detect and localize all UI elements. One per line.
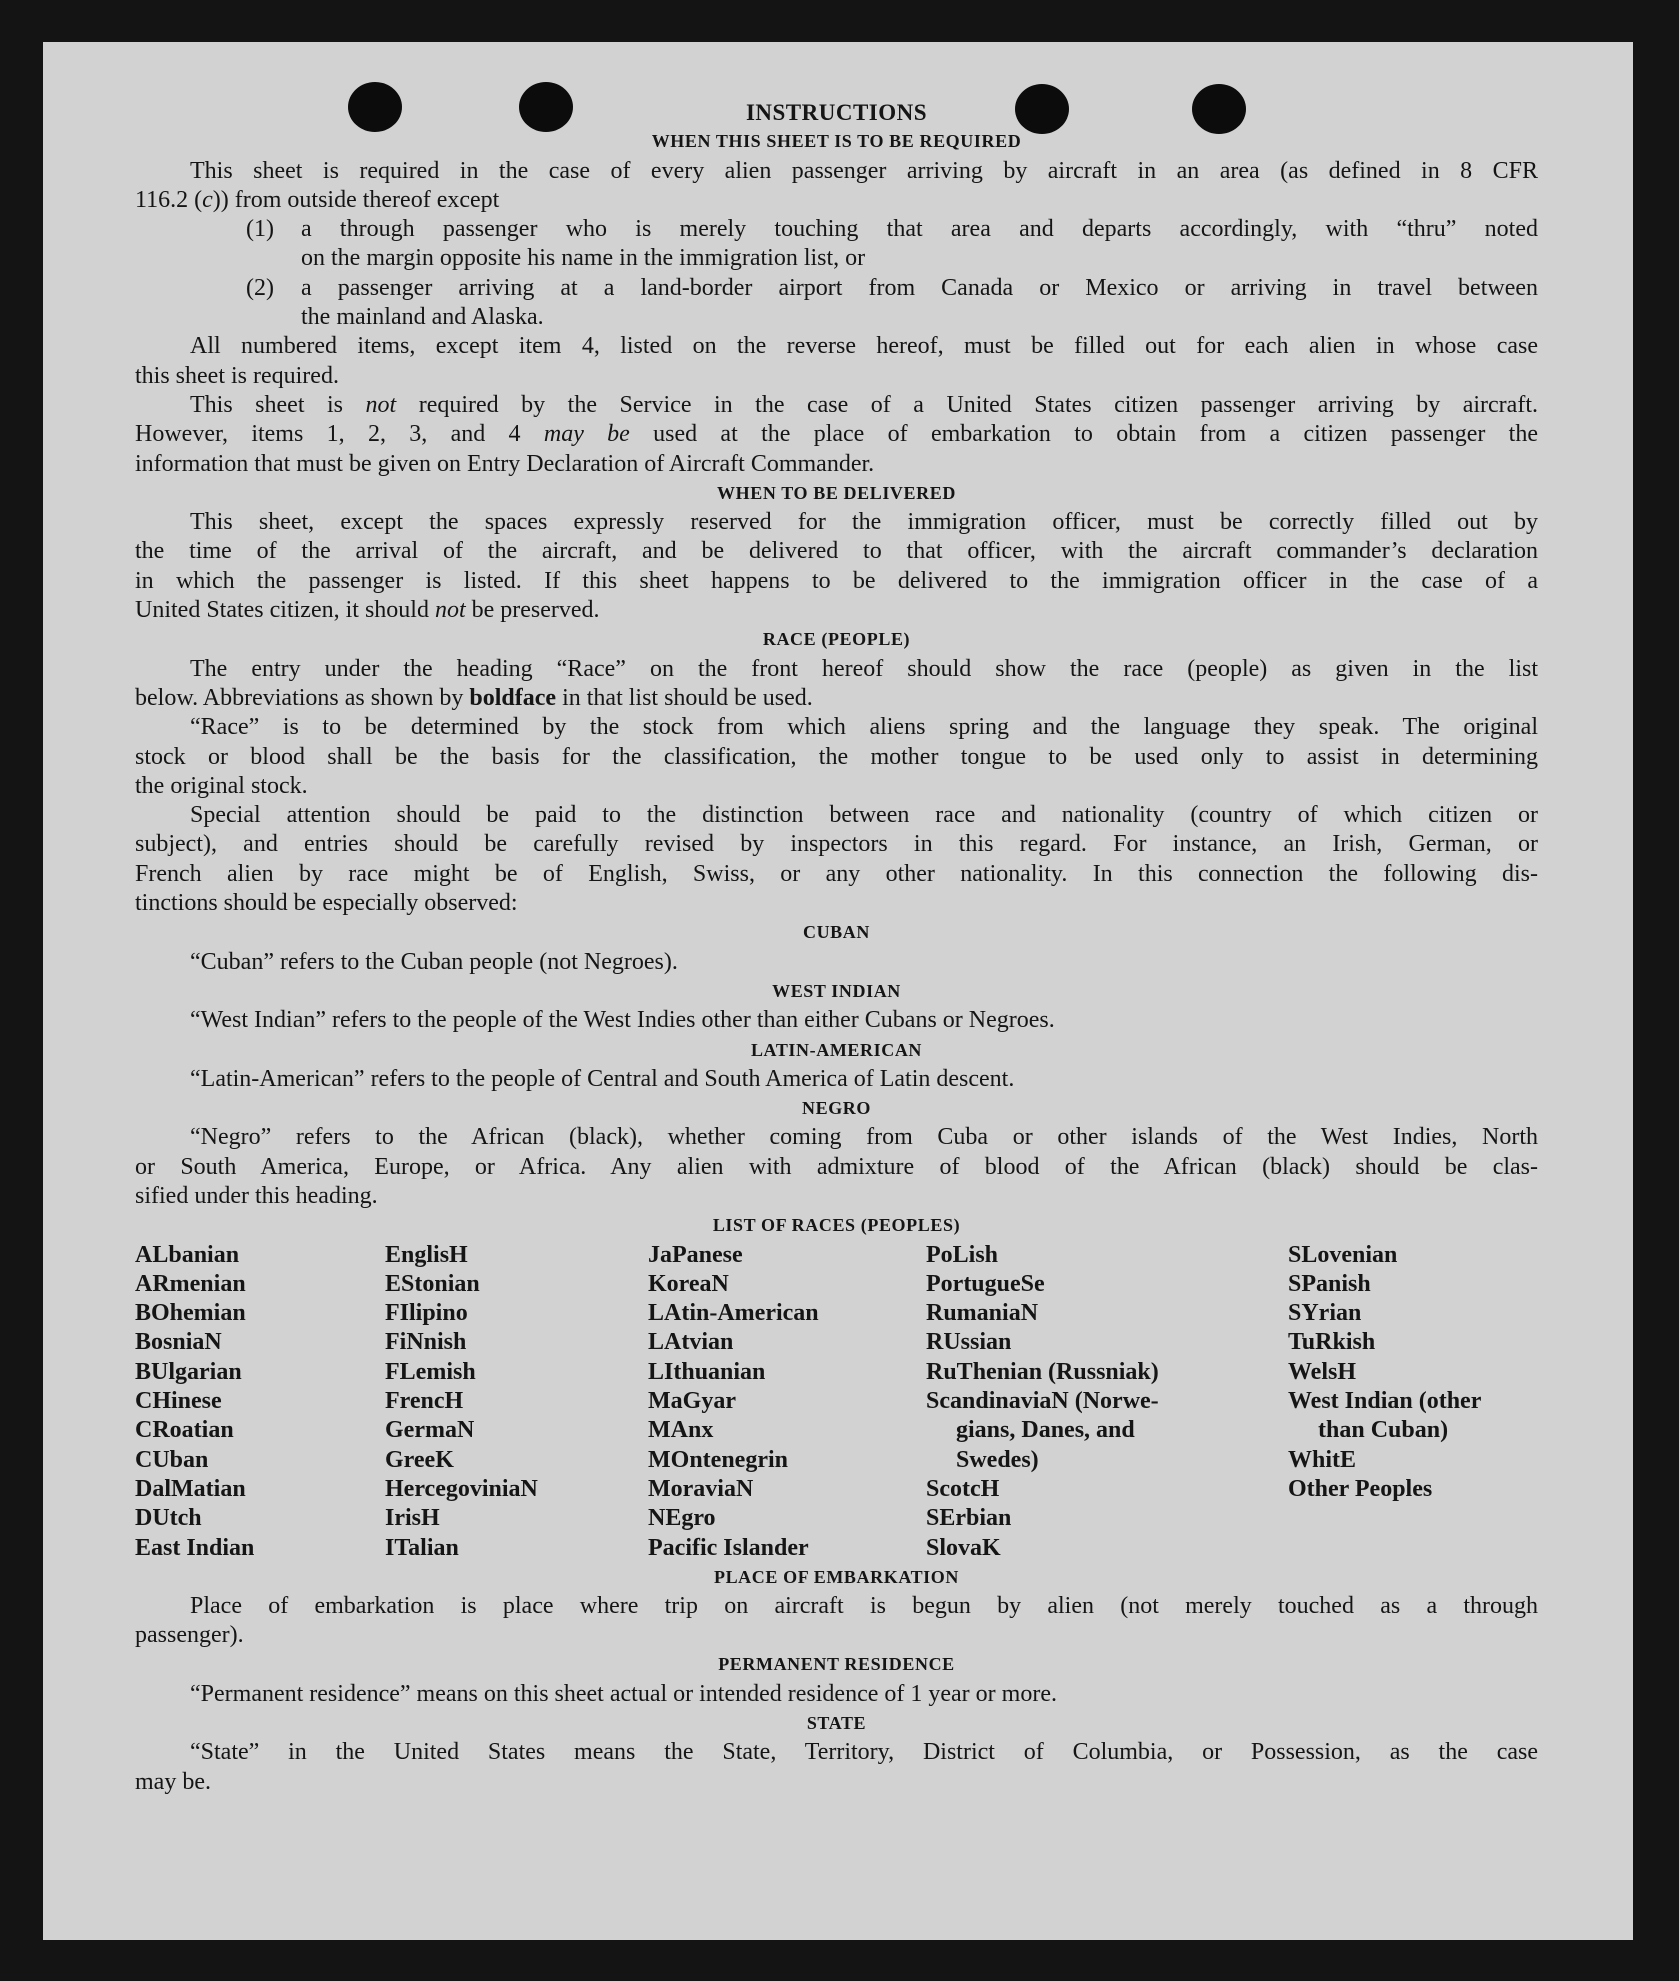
text-line: “Cuban” refers to the Cuban people (not Negroes). (190, 948, 678, 975)
race-name: LAtvian (648, 1329, 734, 1356)
race-entry (648, 1270, 819, 1299)
race-name: WelsH (1288, 1358, 1357, 1385)
text-line: “West Indian” refers to the people of the West Indies other than either Cubans or Negroes. (190, 1007, 1055, 1034)
race-list-column (135, 1241, 254, 1563)
paragraph (135, 1738, 1538, 1797)
paragraph (135, 1123, 1538, 1211)
race-entry (385, 1299, 538, 1328)
italic-text: not (365, 391, 397, 418)
race-name: MAnx (648, 1417, 714, 1444)
race-name: JaPanese (648, 1241, 743, 1268)
race-entry (926, 1299, 1159, 1328)
race-name: CRoatian (135, 1417, 234, 1444)
race-list-column (648, 1241, 819, 1563)
race-entry (926, 1328, 1159, 1357)
text-line (135, 684, 1538, 713)
race-entry (385, 1328, 538, 1357)
text-line: Special attention should be paid to the distinction between race and nationality (country of which citizen or (190, 802, 1538, 829)
paragraph (135, 332, 1538, 391)
race-entry (135, 1504, 254, 1533)
text-line: All numbered items, except item 4, listed on the reverse hereof, must be filled out for each alien in whose case (190, 333, 1538, 360)
race-entry (648, 1358, 819, 1387)
text-line: “Latin-American” refers to the people of Central and South America of Latin descent. (190, 1065, 1015, 1092)
section-heading: RACE (PEOPLE) (762, 629, 911, 650)
italic-text: c (202, 186, 213, 213)
text-line: a passenger arriving at a land-border airport from Canada or Mexico or arriving in travel between (301, 274, 1538, 301)
race-entry (385, 1358, 538, 1387)
paragraph (135, 655, 1538, 714)
race-name: ITalian (385, 1534, 459, 1561)
race-entry (385, 1416, 538, 1445)
race-name: PortugueSe (926, 1270, 1045, 1297)
race-entry (385, 1241, 538, 1270)
bold-text: boldface (469, 684, 557, 711)
race-name: TuRkish (1288, 1329, 1376, 1356)
text-line: tinctions should be especially observed: (135, 890, 518, 917)
race-name: FIlipino (385, 1300, 468, 1327)
race-name: CHinese (135, 1388, 222, 1415)
race-name: GreeK (385, 1446, 454, 1473)
race-name: LIthuanian (648, 1358, 766, 1385)
race-entry (135, 1534, 254, 1563)
section-heading: CUBAN (802, 922, 870, 943)
race-name: HercegoviniaN (385, 1475, 538, 1502)
race-name: EnglisH (385, 1241, 468, 1268)
paragraph (135, 1680, 1538, 1709)
race-entry (385, 1387, 538, 1416)
section-heading: LIST OF RACES (PEOPLES) (712, 1215, 961, 1236)
text-line: information that must be given on Entry Declaration of Aircraft Commander. (135, 450, 875, 477)
race-name: FrencH (385, 1388, 464, 1415)
race-name: DUtch (135, 1505, 202, 1532)
document-content (135, 98, 1538, 1797)
text-span: used at the place of embarkation to obtain from a citizen passenger the (629, 421, 1538, 448)
text-span: 116.2 ( (135, 186, 203, 213)
text-line (135, 391, 1538, 420)
race-name: GermaN (385, 1417, 475, 1444)
race-entry (926, 1475, 1159, 1504)
race-name-continued: Swedes) (956, 1446, 1039, 1473)
text-span: )) from outside thereof except (212, 186, 500, 213)
race-entry (135, 1241, 254, 1270)
text-span: However, items 1, 2, 3, and 4 (135, 421, 544, 448)
race-name: FiNnish (385, 1329, 467, 1356)
paragraph (135, 391, 1538, 479)
text-span: United States citizen, it should (135, 597, 435, 624)
section-heading: PLACE OF EMBARKATION (713, 1566, 959, 1587)
race-entry (385, 1534, 538, 1563)
item-number: (1) (246, 216, 274, 243)
text-span: required by the Service in the case of a United States citizen passenger arriving by aircraft. (396, 391, 1538, 418)
paragraph (135, 508, 1538, 625)
race-name: CUban (135, 1446, 209, 1473)
race-name: MOntenegrin (648, 1446, 788, 1473)
text-line: the time of the arrival of the aircraft, and be delivered to that officer, with the aircraft commander’s declaration (135, 538, 1538, 565)
race-entry (135, 1270, 254, 1299)
race-entry (648, 1446, 819, 1475)
race-entry (385, 1475, 538, 1504)
race-entry (135, 1299, 254, 1328)
race-entry (135, 1358, 254, 1387)
text-line: stock or blood shall be the basis for the classification, the mother tongue to be used only to assist in determining (135, 743, 1538, 770)
paragraph (135, 1065, 1538, 1094)
race-name: ScandinaviaN (Norwe- (926, 1388, 1159, 1415)
paragraph (135, 948, 1538, 977)
text-line: “Race” is to be determined by the stock from which aliens spring and the language they speak. The original (190, 714, 1538, 741)
race-name: FLemish (385, 1358, 476, 1385)
race-name: Other Peoples (1288, 1475, 1433, 1502)
section-heading: LATIN-AMERICAN (750, 1039, 923, 1060)
race-entry (648, 1534, 819, 1563)
text-line: The entry under the heading “Race” on the front hereof should show the race (people) as given in the list (190, 655, 1538, 682)
race-name: MoraviaN (648, 1475, 754, 1502)
race-name: DalMatian (135, 1475, 246, 1502)
text-line (135, 596, 1538, 625)
race-entry (385, 1504, 538, 1533)
race-entry (648, 1241, 819, 1270)
race-entry (135, 1475, 254, 1504)
text-line: This sheet is required in the case of every alien passenger arriving by aircraft in an area (as defined in 8 CFR (190, 157, 1538, 184)
text-line: a through passenger who is merely touching that area and departs accordingly, with “thru” noted (301, 216, 1538, 243)
text-span: below. Abbreviations as shown by (135, 684, 470, 711)
race-list (135, 1241, 1538, 1563)
race-name: RuThenian (Russniak) (926, 1358, 1159, 1385)
section-heading: WHEN THIS SHEET IS TO BE REQUIRED (651, 131, 1022, 152)
race-name: RumaniaN (926, 1300, 1039, 1327)
text-line: or South America, Europe, or Africa. Any alien with admixture of blood of the African (black) should be clas- (135, 1153, 1538, 1180)
text-line: the original stock. (135, 772, 308, 799)
text-span: in that list should be used. (556, 684, 813, 711)
race-entry (1288, 1387, 1481, 1446)
paragraph (135, 713, 1538, 801)
paragraph (135, 1006, 1538, 1035)
race-name: SlovaK (926, 1534, 1001, 1561)
text-line (135, 186, 1538, 215)
race-entry (648, 1416, 819, 1445)
race-name: ALbanian (135, 1241, 240, 1268)
race-entry (648, 1504, 819, 1533)
race-name-continued: than Cuban) (1318, 1417, 1449, 1444)
race-entry (1288, 1270, 1481, 1299)
race-name: BUlgarian (135, 1358, 242, 1385)
race-list-column (1288, 1241, 1481, 1505)
race-name: PoLish (926, 1241, 999, 1268)
text-span: be preserved. (465, 597, 600, 624)
text-line: may be. (135, 1768, 211, 1795)
race-name: West Indian (other (1288, 1388, 1482, 1415)
race-entry (385, 1270, 538, 1299)
text-line: sified under this heading. (135, 1182, 378, 1209)
race-entry (135, 1416, 254, 1445)
text-line: on the margin opposite his name in the immigration list, or (301, 245, 866, 272)
race-name: MaGyar (648, 1388, 736, 1415)
race-entry (135, 1387, 254, 1416)
race-name: LAtin-American (648, 1300, 819, 1327)
race-entry (1288, 1241, 1481, 1270)
italic-text: not (434, 597, 466, 624)
text-line: “Negro” refers to the African (black), whether coming from Cuba or other islands of the West Indies, North (190, 1124, 1538, 1151)
race-name: IrisH (385, 1505, 440, 1532)
race-entry (135, 1328, 254, 1357)
race-name: SErbian (926, 1505, 1012, 1532)
race-entry (648, 1299, 819, 1328)
text-line: this sheet is required. (135, 362, 339, 389)
text-line: the mainland and Alaska. (301, 304, 544, 331)
race-name: SYrian (1288, 1300, 1362, 1327)
text-line: in which the passenger is listed. If this sheet happens to be delivered to the immigration officer in the case of a (135, 567, 1538, 594)
race-list-column (385, 1241, 538, 1563)
race-entry (1288, 1475, 1481, 1504)
text-line: This sheet, except the spaces expressly reserved for the immigration officer, must be correctly filled out by (190, 509, 1538, 536)
race-entry (648, 1387, 819, 1416)
paragraph (135, 801, 1538, 918)
text-span: This sheet is (190, 391, 366, 418)
race-name: ARmenian (135, 1270, 246, 1297)
text-line: passenger). (135, 1622, 244, 1649)
text-line: French alien by race might be of English, Swiss, or any other nationality. In this connection the following dis- (135, 860, 1538, 887)
paragraph (135, 157, 1538, 216)
race-entry (926, 1358, 1159, 1387)
race-name: BosniaN (135, 1329, 222, 1356)
race-entry (926, 1534, 1159, 1563)
section-heading: PERMANENT RESIDENCE (718, 1654, 955, 1675)
text-line: “State” in the United States means the State, Territory, District of Columbia, or Possession, as the case (190, 1739, 1538, 1766)
section-heading: WHEN TO BE DELIVERED (717, 482, 956, 503)
race-name: ScotcH (926, 1475, 1000, 1502)
race-name: NEgro (648, 1505, 716, 1532)
page-title: INSTRUCTIONS (745, 100, 928, 125)
race-entry (926, 1270, 1159, 1299)
race-entry (1288, 1299, 1481, 1328)
race-name: Pacific Islander (648, 1534, 809, 1561)
race-entry (648, 1475, 819, 1504)
race-name: KoreaN (648, 1270, 729, 1297)
text-line: subject), and entries should be carefully revised by inspectors in this regard. For instance, an Irish, German, or (135, 831, 1538, 858)
race-entry (926, 1504, 1159, 1533)
race-name: SPanish (1288, 1270, 1371, 1297)
text-line (135, 420, 1538, 449)
race-entry (1288, 1358, 1481, 1387)
race-name: EStonian (385, 1270, 480, 1297)
race-entry (135, 1446, 254, 1475)
race-name: RUssian (926, 1329, 1012, 1356)
text-line: “Permanent residence” means on this sheet actual or intended residence of 1 year or more. (190, 1680, 1057, 1707)
race-entry (648, 1328, 819, 1357)
race-entry (1288, 1446, 1481, 1475)
race-entry (926, 1241, 1159, 1270)
race-list-column (926, 1241, 1159, 1563)
section-heading: STATE (806, 1713, 867, 1734)
section-heading: NEGRO (801, 1098, 871, 1119)
italic-text: may be (543, 421, 630, 448)
item-number: (2) (246, 274, 274, 301)
text-line: Place of embarkation is place where trip on aircraft is begun by alien (not merely touched as a through (190, 1592, 1538, 1619)
race-name: East Indian (135, 1534, 255, 1561)
numbered-item (135, 215, 1538, 274)
race-entry (1288, 1328, 1481, 1357)
race-name: BOhemian (135, 1300, 246, 1327)
numbered-item (135, 274, 1538, 333)
race-name: WhitE (1288, 1446, 1357, 1473)
race-name-continued: gians, Danes, and (956, 1417, 1135, 1444)
paragraph (135, 1592, 1538, 1651)
race-entry (385, 1446, 538, 1475)
section-heading: WEST INDIAN (772, 980, 901, 1001)
race-entry (926, 1387, 1159, 1475)
race-name: SLovenian (1288, 1241, 1398, 1268)
